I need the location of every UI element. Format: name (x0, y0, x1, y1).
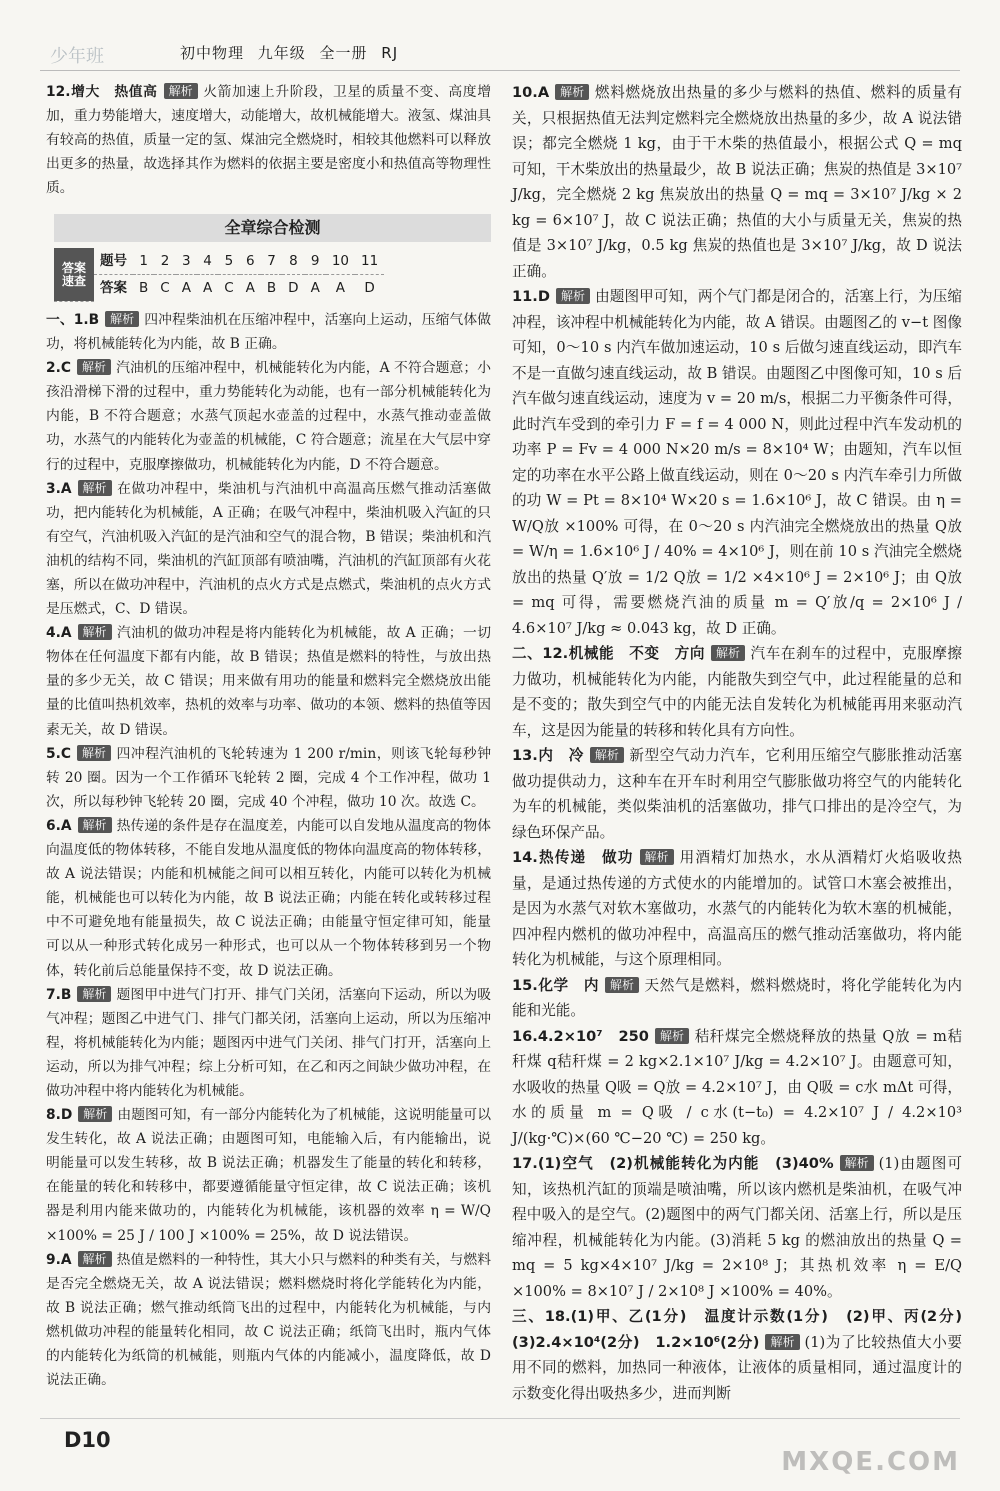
item-answer: 4.2×10⁷ 250 (537, 1027, 649, 1045)
item-number: 13. (512, 747, 538, 764)
item-text: 汽车在刹车的过程中，克服摩擦力做功，机械能转化为内能，内能散失到空气中，此过程能量的总和是不变的；散失到空气中的内能无法自发转化为机械能再用来驱动汽车，这是因为能量的转移和转化具有方向性。 (512, 645, 962, 739)
answer-item (46, 80, 491, 200)
item-answer: (1)空气 (2)机械能转化为内能 (3)40% (537, 1155, 834, 1172)
item-text: 在做功冲程中，柴油机与汽油机中高温高压燃气推动活塞做功，把内能转化为机械能，A 正确；在吸气冲程中，柴油机吸入汽缸的只有空气，汽油机吸入汽缸的是汽油和空气的混合物，B 错误；柴油机和汽油机的结构不同，柴油机的汽缸顶部有喷油嘴，汽油机的汽缸顶部有火花塞，所以在做功冲程中，汽油机的点火方式是点燃式，柴油机的点火方式是压燃式，C、D 错误。 (46, 480, 491, 618)
analysis-tag: 解析 (765, 1334, 799, 1350)
question-number-cell: 6 (240, 248, 261, 275)
item-text: 火箭加速上升阶段，卫星的质量不变、高度增加，重力势能增大，速度增大，动能增大，故机械能增大。液氢、煤油具有较高的热值，质量一定的氢、煤油完全燃烧时，相较其他燃料可以释放出更多的热量，故选择其作为燃料的依据主要是密度小和热值高等物理性质。 (46, 84, 491, 197)
item-answer: 内 冷 (537, 747, 584, 764)
item-answer: 热传递 做功 (537, 849, 634, 866)
item-answer: A (537, 84, 550, 101)
answer-item (512, 1151, 962, 1304)
item-number: 9. (46, 1251, 61, 1268)
question-number-cell: 2 (154, 248, 175, 275)
question-number-cell: 10 (326, 248, 355, 275)
answer-item (46, 814, 491, 983)
analysis-tag: 解析 (78, 480, 112, 496)
item-text: 用酒精灯加热水，水从酒精灯火焰吸收热量，是通过热传递的方式使水的内能增加的。试管口木塞会被推出，是因为水蒸气对软木塞做功，水蒸气的内能转化为软木塞的机械能，四冲程内燃机的做功冲程中，高温高压的燃气推动活塞做功，将内能转化为机械能，与这个原理相同。 (512, 849, 962, 968)
item-text: 四冲程柴油机在压缩冲程中，活塞向上运动，压缩气体做功，将机械能转化为内能，故 B 正确。 (46, 311, 491, 353)
item-answer: B (60, 986, 72, 1003)
item-number: 7. (46, 986, 61, 1003)
item-number: 3. (46, 480, 61, 497)
brand-logo: 少年班 (50, 46, 104, 67)
item-number: 14. (512, 849, 538, 866)
answer-cell: A (181, 280, 191, 297)
section-title: 全章综合检测 (54, 214, 491, 242)
item-answer: A (60, 625, 72, 642)
row-header-number: 题号 (94, 248, 133, 275)
question-number-cell: 3 (176, 248, 197, 275)
item-number: 4. (46, 625, 61, 642)
item-number: 一、1. (46, 311, 89, 328)
analysis-tag: 解析 (655, 1028, 689, 1044)
item-text: 由题图可知，有一部分内能转化为了机械能，这说明能量可以发生转化，故 A 说法正确；由题图可知，电能输入后，有内能输出，说明能量可以发生转移，故 B 说法正确；机器发生了能量的转化和转移，在能量的转化和转移中，都要遵循能量守恒定律，故 C 说法正确；该机器是利用内能来做功的，内能转化为机械能，该机器的效率 η = W/Q ×100% = 25 J / 100 J ×100% = 25%，故 D 说法错误。 (46, 1107, 491, 1244)
right-column (512, 80, 977, 1406)
row-header-answer: 答案 (100, 280, 127, 297)
analysis-tag: 解析 (78, 1251, 112, 1267)
item-text: 四冲程汽油机的飞轮转速为 1 200 r/min，则该飞轮每秒钟转 20 圈。因为一个工作循环飞轮转 2 圈，完成 4 个工作冲程，做功 1 次，所以每秒钟飞轮转 20 圈，完成 40 个冲程，做功 10 次。故选 C。 (46, 745, 491, 810)
question-number-cell: 9 (305, 248, 326, 275)
answer-cell: D (288, 280, 299, 297)
answer-cell: A (310, 280, 320, 297)
item-text: 汽油机的做功冲程是将内能转化为机械能，故 A 正确；一切物体在任何温度下都有内能，故 B 错误；热值是燃料的特性，与放出热量的多少无关，故 C 错误；用来做有用功的能量和燃料完全燃烧放出能量的比值叫热机效率，热机的效率与功率、做功的本领、燃料的热值等因素无关，故 D 错误。 (46, 625, 491, 738)
item-answer: A (60, 817, 72, 834)
answer-item (46, 356, 491, 476)
question-number-cell: 1 (133, 248, 154, 275)
left-column (46, 80, 491, 1392)
answer-cell: C (160, 280, 170, 297)
page-number: D10 (64, 1428, 111, 1452)
item-number: 16. (512, 1027, 538, 1045)
item-text: (1)为了比较热值大小要用不同的燃料，加热同一种液体，让液体的质量相同，通过温度计的示数变化得出吸热多少，进而判断 (512, 1333, 962, 1402)
answer-item (512, 845, 962, 973)
question-number-cell: 5 (218, 248, 239, 275)
answer-item (512, 743, 962, 845)
header-divider (40, 70, 960, 71)
answer-item (46, 621, 491, 741)
item-answer: B (88, 311, 100, 328)
item-number: 三、18. (512, 1308, 571, 1325)
question-number-cell: 11 (355, 248, 384, 275)
analysis-tag: 解析 (164, 83, 198, 99)
item-number: 6. (46, 817, 61, 834)
answer-item (512, 1024, 962, 1152)
item-text: 天然气是燃料，燃料燃烧时，将化学能转化为内能和光能。 (512, 976, 962, 1019)
analysis-tag: 解析 (78, 1106, 112, 1122)
answer-item (512, 973, 962, 1024)
item-text: (1)由题图可知，该热机汽缸的顶端是喷油嘴，所以该内燃机是柴油机，在吸气冲程中吸入的是空气。(2)题图中的两气门都关闭、活塞上行，所以是压缩冲程，机械能转化为内能。(3)消耗 5 kg 的燃油放出的热量 Q = mq = 5 kg×4×10⁷ J/kg = 2×10⁸ J；其热机效率 η = E/Q ×100% = 8×10⁷ J / 2×10⁸ J ×100% = 40%。 (512, 1155, 962, 1300)
item-answer: D (60, 1107, 73, 1124)
answer-cell: A (335, 280, 346, 297)
answer-cell: D (364, 280, 375, 297)
analysis-tag: 解析 (78, 624, 112, 640)
question-number-cell: 4 (197, 248, 218, 275)
answer-cell: A (202, 280, 213, 297)
item-answer: A (60, 480, 72, 497)
answer-item (46, 477, 491, 622)
analysis-tag: 解析 (840, 1155, 874, 1171)
item-text: 新型空气动力汽车，它利用压缩空气膨胀推动活塞做功提供动力，这种车在开车时利用空气膨胀做功将空气的内能转化为车的机械能，类似柴油机的活塞做功，排气口排出的是冷空气，为绿色环保产品。 (512, 747, 962, 841)
item-text: 热传递的条件是存在温度差，内能可以自发地从温度高的物体向温度低的物体转移，不能自发地从温度低的物体向温度高的物体转移，故 A 说法错误；内能和机械能之间可以相互转化，内能可以转化为机械能，机械能也可以转化为内能，故 B 说法正确；内能在转化或转移过程中不可避免地有能量损失，故 C 说法正确；由能量守恒定律可知，能量可以从一种形式转化成另一种形式，也可以从一个物体转移到另一个物体，转化前后总能量保持不变，故 D 说法正确。 (46, 817, 491, 979)
item-text: 燃料燃烧放出热量的多少与燃料的热值、燃料的质量有关，只根据热值无法判定燃料完全燃烧放出热量的多少，故 A 说法错误；都完全燃烧 1 kg，由于干木柴的热值最小，根据公式 Q = mq 可知，干木柴放出的热量最少，故 B 说法正确；焦炭的热值是 3×10⁷ J/kg，完全燃烧 2 kg 焦炭放出的热量 Q = mq = 3×10⁷ J/kg × 2 kg = 6×10⁷ J，故 C 说法正确；热值的大小与质量无关，焦炭的热值是 3×10⁷ J/kg，0.5 kg 焦炭的热值也是 3×10⁷ J/kg，故 D 说法正确。 (512, 84, 963, 280)
analysis-tag: 解析 (77, 359, 111, 375)
item-number: 10. (512, 84, 538, 101)
answer-item (46, 1103, 491, 1248)
answer-item (512, 284, 962, 641)
answer-item (46, 308, 491, 356)
analysis-tag: 解析 (640, 849, 674, 865)
footer-divider (40, 1418, 960, 1419)
analysis-tag: 解析 (590, 747, 624, 763)
answer-item (46, 983, 491, 1103)
question-number-cell: 8 (282, 248, 304, 275)
page-header (40, 42, 960, 72)
question-number-cell: 7 (261, 248, 282, 275)
analysis-tag: 解析 (77, 745, 111, 761)
item-answer: (1)甲、乙(1分) 温度计示数(1分) (2)甲、丙(2分) (3)2.4×10⁴(2分) 1.2×10⁶(2分) (512, 1308, 977, 1351)
answer-item (512, 641, 962, 743)
analysis-tag: 解析 (78, 817, 112, 833)
analysis-tag: 解析 (77, 986, 111, 1002)
item-text: 汽油机的压缩冲程中，机械能转化为内能，A 不符合题意；小孩沿滑梯下滑的过程中，重力势能转化为动能，也有一部分机械能转化为内能，B 不符合题意；水蒸气顶起水壶盖的过程中，水蒸气推动壶盖做功，水蒸气的内能转化为壶盖的机械能，C 符合题意；流星在大气层中穿行的过程中，克服摩擦做功，机械能转化为内能，D 不符合题意。 (46, 360, 491, 473)
item-number: 11. (512, 288, 538, 305)
item-answer: 机械能 不变 方向 (568, 645, 705, 662)
analysis-tag: 解析 (556, 288, 590, 304)
answer-key-label: 答案速查 (54, 248, 94, 301)
analysis-tag: 解析 (605, 977, 639, 993)
item-answer: A (60, 1251, 72, 1268)
item-number: 17. (512, 1155, 538, 1172)
answer-cell: C (224, 280, 234, 297)
item-number: 15. (512, 976, 538, 994)
item-text: 秸秆煤完全燃烧释放的热量 Q放 = m秸秆煤 q秸秆煤 = 2 kg×2.1×10⁷ J/kg = 4.2×10⁷ J。由题意可知，水吸收的热量 Q吸 = Q放 = 4.2×10⁷ J，由 Q吸 = c水 mΔt 可得，水的质量 m = Q吸 / c水(t−t₀) = 4.2×10⁷ J / 4.2×10³ J/(kg·℃)×(60 ℃−20 ℃) = 250 kg。 (512, 1027, 962, 1147)
answer-cell: B (266, 280, 277, 297)
item-answer: 增大 热值高 (70, 84, 158, 100)
item-number: 二、12. (512, 645, 569, 662)
analysis-tag: 解析 (105, 311, 139, 327)
answer-key-table (54, 248, 384, 302)
book-meta: 初中物理 九年级 全一册 RJ (180, 44, 399, 62)
analysis-tag: 解析 (711, 645, 745, 661)
item-text: 热值是燃料的一种特性，其大小只与燃料的种类有关，与燃料是否完全燃烧无关，故 A 说法错误；燃料燃烧时将化学能转化为内能，故 B 说法正确；燃气推动纸筒飞出的过程中，内能转化为机械能，与内燃机做功冲程的能量转化相同，故 C 说法正确；纸筒飞出时，瓶内气体的内能转化为纸筒的机械能，则瓶内气体的内能减小，温度降低，故 D 说法正确。 (46, 1251, 491, 1389)
item-answer: C (60, 745, 71, 762)
item-number: 8. (46, 1107, 61, 1124)
analysis-tag: 解析 (555, 84, 589, 100)
item-text: 由题图甲可知，两个气门都是闭合的，活塞上行，为压缩冲程，该冲程中机械能转化为内能，故 A 错误。由题图乙的 v−t 图像可知，0～10 s 内汽车做加速运动，10 s 后做匀速直线运动，即汽车不是一直做匀速直线运动，故 B 错误。由题图乙中图像可知，10 s 后汽车做匀速直线运动，速度为 v = 20 m/s，根据二力平衡条件可得，此时汽车受到的牵引力 F = f = 4 000 N，则此过程中汽车发动机的功率 P = Fv = 4 000 N×20 m/s = 8×10⁴ W；由题知，汽车以恒定的功率在水平公路上做直线运动，则在 0～20 s 内汽车牵引力所做的功 W = Pt = 8×10⁴ W×20 s = 1.6×10⁶ J，故 C 错误。由 η = W/Q放 ×100% 可得，在 0～20 s 内汽油完全燃烧放出的热量 Q放 = W/η = 1.6×10⁶ J / 40% = 4×10⁶ J，则在前 10 s 汽油完全燃烧放出的热量 Q′放 = 1/2 Q放 = 1/2 ×4×10⁶ J = 2×10⁶ J；由 Q放 = mq 可得，需要燃烧汽油的质量 m = Q′放/q = 2×10⁶ J / 4.6×10⁷ J/kg ≈ 0.043 kg，故 D 正确。 (512, 288, 962, 637)
answer-cell: B (139, 280, 149, 297)
answer-item (512, 80, 962, 284)
item-answer: C (60, 360, 71, 377)
item-answer: 化学 内 (537, 976, 599, 994)
item-text: 题图甲中进气门打开、排气门关闭，活塞向下运动，所以为吸气冲程；题图乙中进气门、排气门都关闭，活塞向上运动，所以为压缩冲程，将机械能转化为内能；题图丙中进气门关闭、排气门打开，活塞向上运动，所以为排气冲程；综上分析可知，在乙和丙之间缺少做功冲程，在做功冲程中将内能转化为机械能。 (46, 986, 491, 1099)
answer-item (46, 1248, 491, 1393)
answer-item (46, 742, 491, 814)
item-number: 5. (46, 745, 61, 762)
item-answer: D (537, 288, 550, 305)
answer-item (512, 1304, 977, 1406)
answer-cell: A (245, 280, 255, 297)
item-number: 2. (46, 360, 61, 377)
watermark: MXQE.COM (781, 1447, 960, 1477)
item-number: 12. (46, 84, 71, 100)
